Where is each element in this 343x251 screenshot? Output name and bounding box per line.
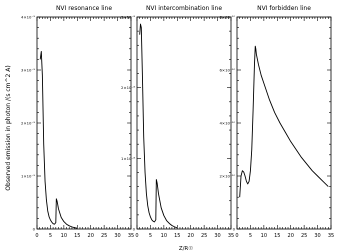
x-tick-label: 10 <box>260 233 268 239</box>
x-tick-label: 0 <box>235 233 239 239</box>
chart-panel-3 <box>220 5 335 239</box>
x-tick-label: 10 <box>160 233 168 239</box>
x-tick-label: 15 <box>274 233 281 239</box>
x-tick-label: 35 <box>327 233 335 239</box>
y-tick-label: 0 <box>32 226 35 232</box>
chart-panel-2 <box>121 5 234 239</box>
x-tick-label: 30 <box>114 233 121 239</box>
y-tick-label: 2×10⁻⁹ <box>21 120 35 126</box>
plot-frame <box>237 17 331 229</box>
x-tick-label: 5 <box>248 233 253 239</box>
y-tick-label: 3×10⁻⁸ <box>121 14 135 20</box>
plot-frame <box>137 17 231 229</box>
chart-panel-1 <box>21 5 134 239</box>
series-line <box>240 46 329 197</box>
y-tick-label: 4×10⁻¹⁰ <box>219 120 235 126</box>
x-tick-label: 0 <box>35 233 39 239</box>
figure-y-label: Observed emission in photon /(s cm^2 A) <box>5 65 12 191</box>
x-tick-label: 5 <box>148 233 153 239</box>
chart-title: NVI intercombination line <box>145 5 223 12</box>
y-tick-label: 4×10⁻⁹ <box>21 14 35 20</box>
chart-title: NVI forbidden line <box>257 5 311 12</box>
x-tick-label: 30 <box>214 233 221 239</box>
series-line <box>40 51 77 228</box>
x-tick-label: 20 <box>187 233 194 239</box>
y-tick-label: 1×10⁻⁸ <box>121 155 135 161</box>
x-tick-label: 10 <box>60 233 68 239</box>
x-tick-label: 5 <box>48 233 53 239</box>
y-tick-label: 0 <box>132 226 135 232</box>
y-tick-label: 1×10⁻⁹ <box>21 173 35 179</box>
x-tick-label: 0 <box>135 233 139 239</box>
chart-title: NVI resonance line <box>55 5 113 12</box>
x-tick-label: 30 <box>314 233 321 239</box>
series-line <box>140 24 178 228</box>
x-tick-label: 20 <box>287 233 294 239</box>
plot-frame <box>37 17 131 229</box>
y-tick-label: 6×10⁻¹⁰ <box>219 67 235 73</box>
x-tick-label: 35 <box>127 233 135 239</box>
x-tick-label: 20 <box>87 233 94 239</box>
x-tick-label: 15 <box>74 233 81 239</box>
y-tick-label: 0 <box>232 226 235 232</box>
y-tick-label: 3×10⁻⁹ <box>21 67 35 73</box>
y-tick-label: 8×10⁻¹⁰ <box>219 14 235 20</box>
x-tick-label: 25 <box>100 233 108 239</box>
x-tick-label: 25 <box>200 233 208 239</box>
y-tick-label: 2×10⁻⁸ <box>121 85 135 91</box>
figure-x-label: Z/R☉ <box>178 246 194 251</box>
x-tick-label: 15 <box>174 233 181 239</box>
x-tick-label: 25 <box>300 233 308 239</box>
y-tick-label: 2×10⁻¹⁰ <box>219 173 235 179</box>
x-tick-label: 35 <box>227 233 235 239</box>
